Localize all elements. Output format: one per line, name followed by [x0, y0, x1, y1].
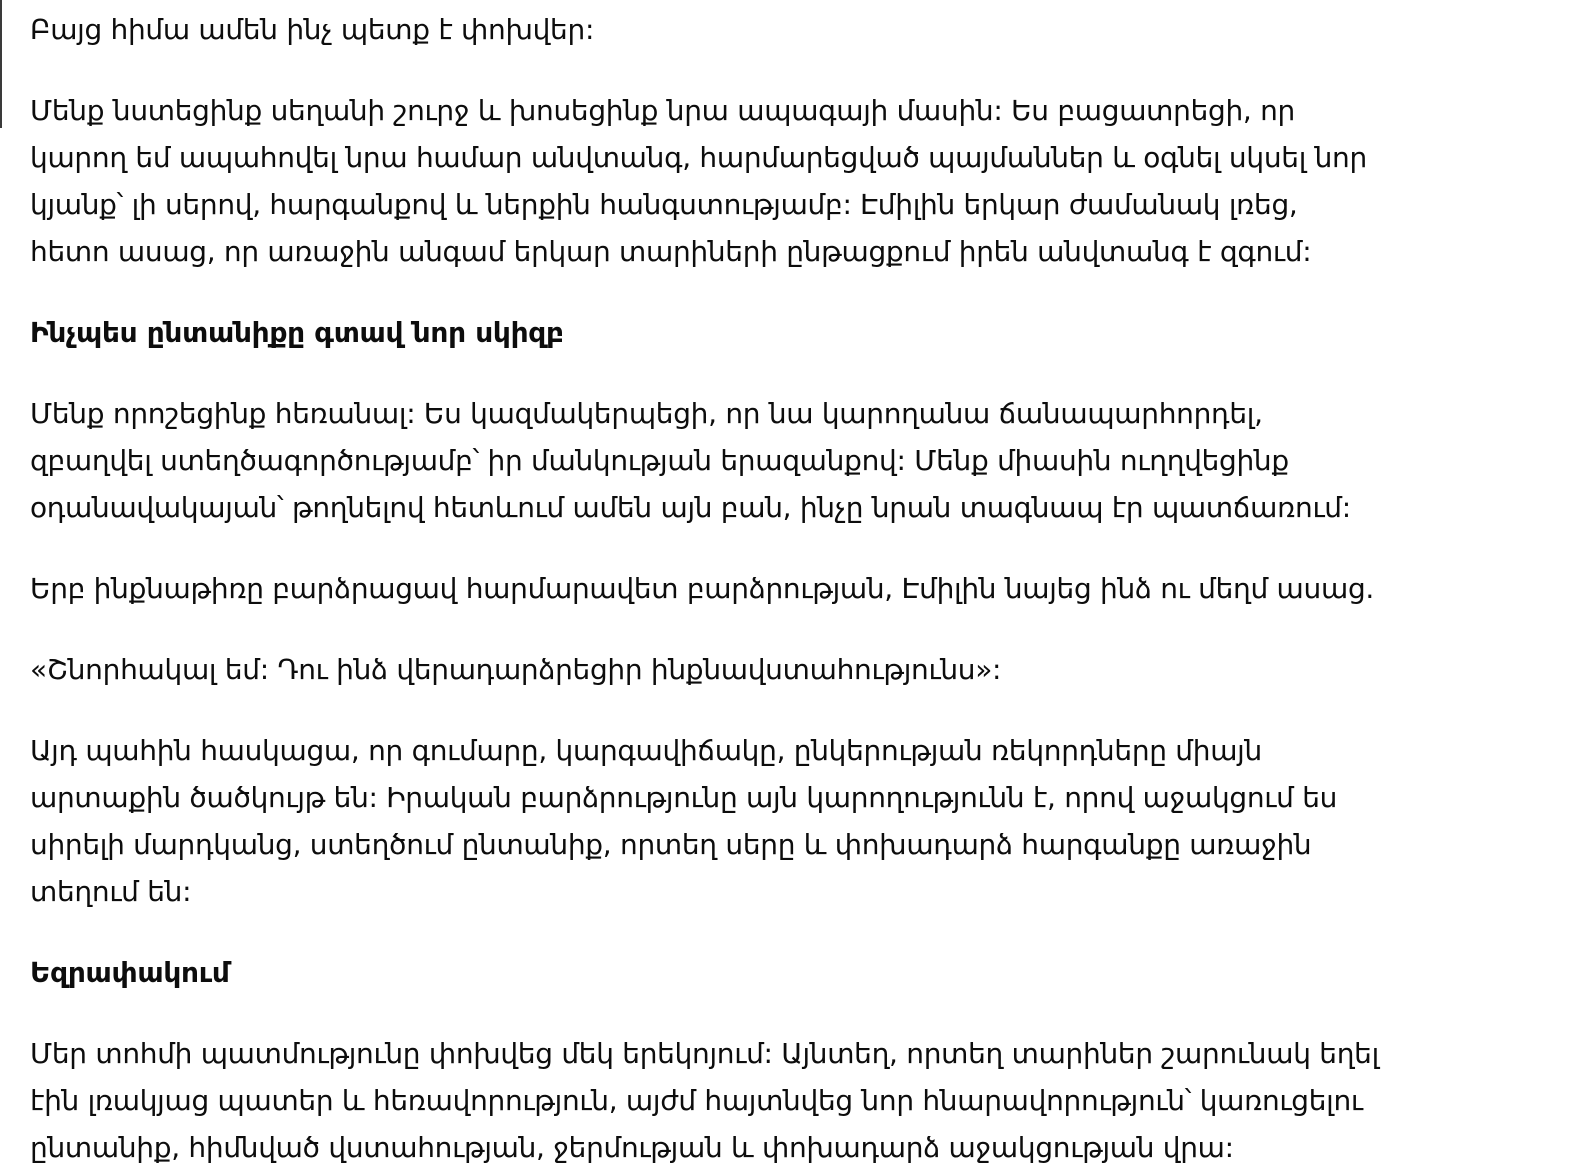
section-heading: Եզրափակում — [30, 956, 230, 989]
paragraph: Այդ պահին հասկացա, որ գումարը, կարգավիճակը, ընկերության ռեկորդները միայն արտաքին ծածկույթ են: Իրական բարձրությունը այն կարողությունն է, որով աջակցում ես սիրելի մարդկանց, ստեղծում ընտանիք, որտեղ սերը և փոխադարձ հարգանքը առաջին տեղում են: — [30, 734, 1338, 908]
paragraph: Մեր տոհմի պատմությունը փոխվեց մեկ երեկոյում: Այնտեղ, որտեղ տարիներ շարունակ եղել էին լռակյաց պատեր և հեռավորություն, այժմ հայտնվեց նոր հնարավորություն՝ կառուցելու ընտանիք, հիմնված վստահության, ջերմության և փոխադարձ աջակցության վրա: — [30, 1037, 1379, 1164]
paragraph: Մենք որոշեցինք հեռանալ: Ես կազմակերպեցի, որ նա կարողանա ճանապարհորդել, զբաղվել ստեղծագործությամբ՝ իր մանկության երազանքով: Մենք միասին ուղղվեցինք օդանավակայան՝ թողնելով հետևում ամեն այն բան, ինչը նրան տագնապ էր պատճառում: — [30, 397, 1351, 524]
paragraph: Մենք նստեցինք սեղանի շուրջ և խոսեցինք նրա ապագայի մասին: Ես բացատրեցի, որ կարող եմ ապահովել նրա համար անվտանգ, հարմարեցված պայմաններ և օգնել սկսել նոր կյանք՝ լի սերով, հարգանքով և ներքին հանգստությամբ: Էմիլին երկար ժամանակ լռեց, հետո ասաց, որ առաջին անգամ երկար տարիների ընթացքում իրեն անվտանգ է զգում: — [30, 94, 1367, 268]
left-edge-artifact — [0, 0, 2, 128]
section-heading: Ինչպես ընտանիքը գտավ նոր սկիզբ — [30, 316, 564, 349]
quote-paragraph: «Շնորհակալ եմ: Դու ինձ վերադարձրեցիր ինքնավստահությունս»: — [30, 653, 1002, 686]
paragraph: Երբ ինքնաթիռը բարձրացավ հարմարավետ բարձրության, Էմիլին նայեց ինձ ու մեղմ ասաց. — [30, 572, 1374, 605]
paragraph: Բայց հիմա ամեն ինչ պետք է փոխվեր: — [30, 13, 595, 46]
